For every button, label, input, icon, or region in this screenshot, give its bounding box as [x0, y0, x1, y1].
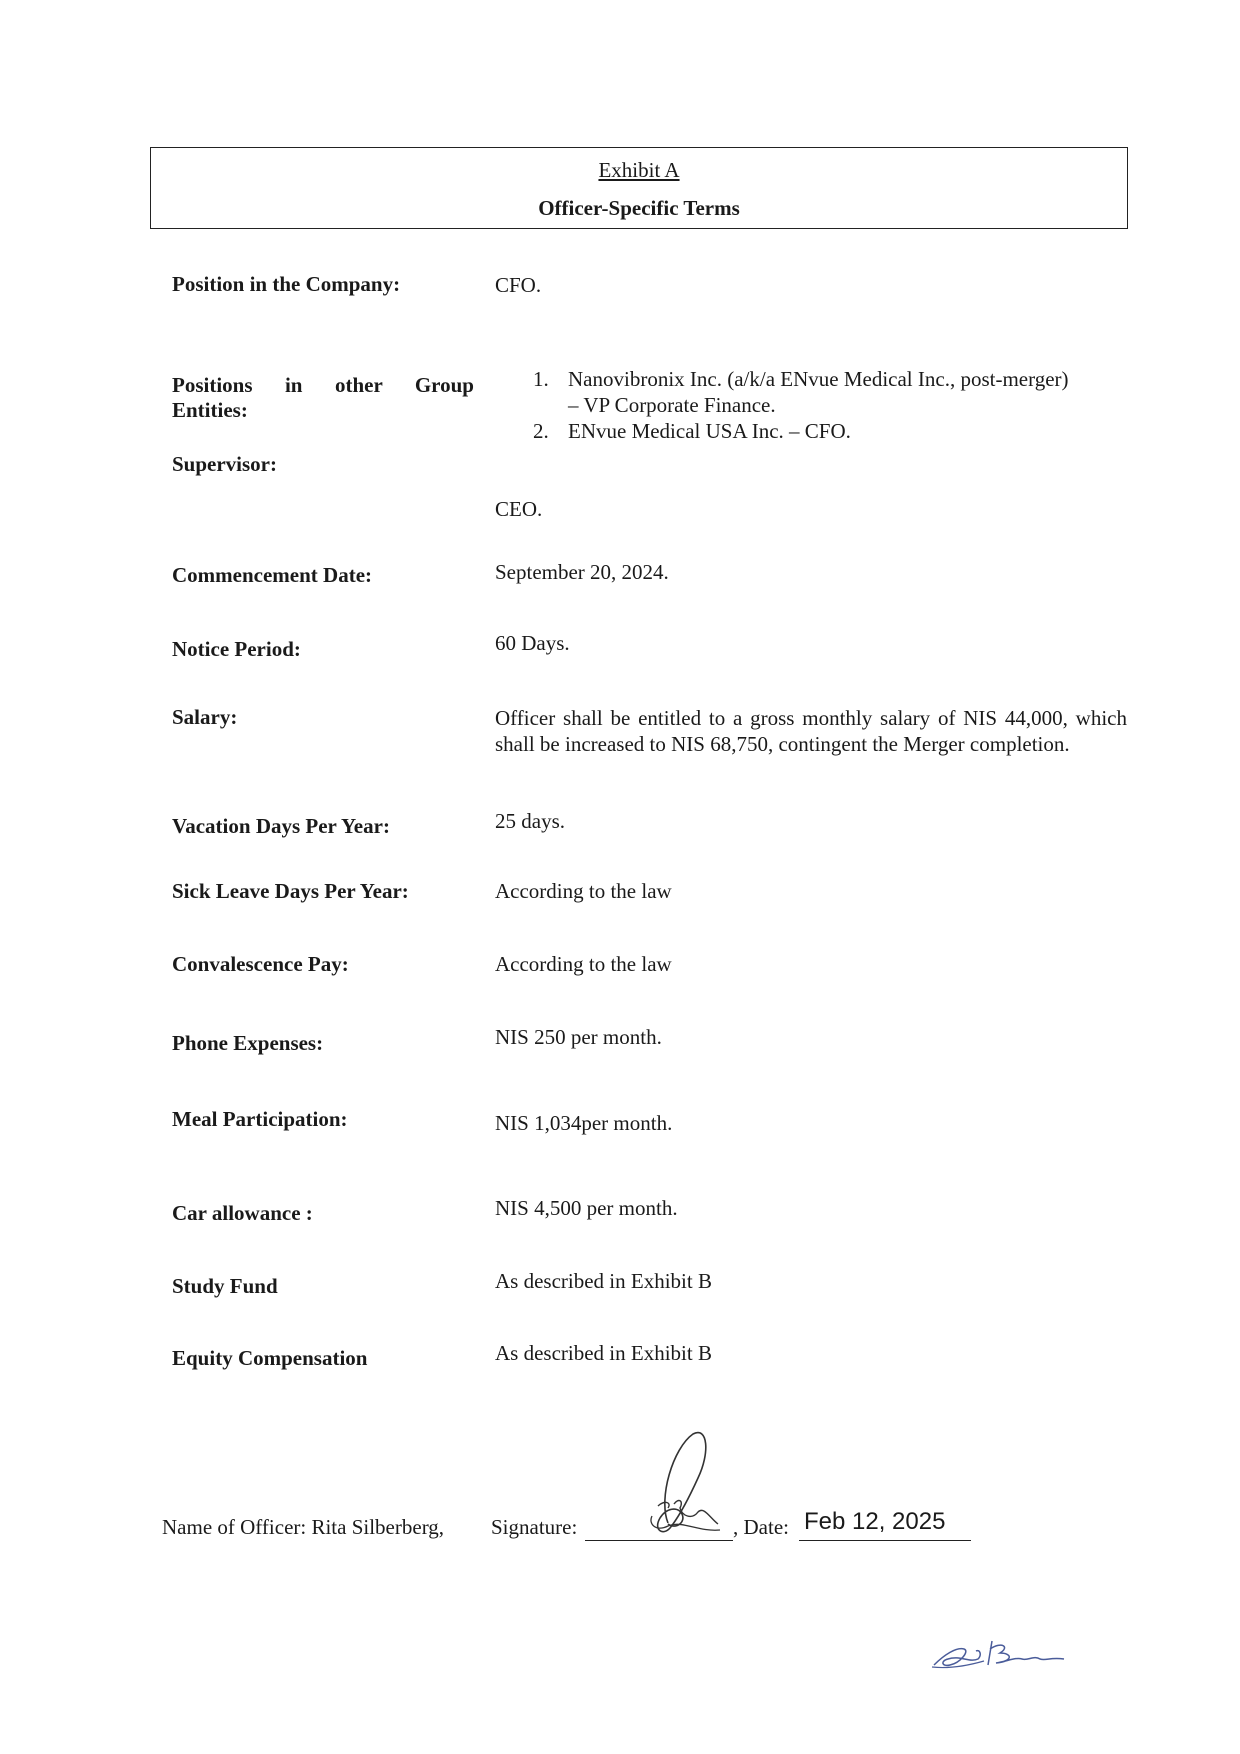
- commencement-value: September 20, 2024.: [495, 560, 669, 584]
- position-label: Position in the Company:: [172, 272, 401, 296]
- position-value: CFO.: [495, 273, 542, 297]
- list-number: 2.: [533, 419, 549, 443]
- car-value: NIS 4,500 per month.: [495, 1196, 678, 1220]
- car-label: Car allowance :: [172, 1201, 313, 1225]
- group-positions-label-line1: Positions in other Group: [172, 373, 474, 397]
- phone-label: Phone Expenses:: [172, 1031, 324, 1055]
- signature-image: [638, 1428, 728, 1546]
- notice-value: 60 Days.: [495, 631, 570, 655]
- meal-label: Meal Participation:: [172, 1107, 348, 1131]
- date-line: [799, 1540, 971, 1541]
- notice-label: Notice Period:: [172, 637, 301, 661]
- vacation-label: Vacation Days Per Year:: [172, 814, 390, 838]
- convalescence-value: According to the law: [495, 952, 672, 976]
- exhibit-subtitle: Officer-Specific Terms: [538, 196, 740, 220]
- vacation-value: 25 days.: [495, 809, 565, 833]
- date-label: , Date:: [733, 1515, 789, 1539]
- convalescence-label: Convalescence Pay:: [172, 952, 349, 976]
- salary-label: Salary:: [172, 705, 238, 729]
- group-positions-label-line2: Entities:: [172, 398, 248, 422]
- sick-leave-value: According to the law: [495, 879, 672, 903]
- sick-leave-label: Sick Leave Days Per Year:: [172, 879, 409, 903]
- salary-value: Officer shall be entitled to a gross monthly salary of NIS 44,000, which shall be increased to NIS 68,750, contingent the Merger completion.: [495, 706, 1127, 756]
- initials-image: [930, 1635, 1070, 1675]
- list-text-line2: – VP Corporate Finance.: [568, 393, 776, 417]
- commencement-label: Commencement Date:: [172, 563, 373, 587]
- meal-value: NIS 1,034per month.: [495, 1111, 673, 1135]
- list-text-line1: Nanovibronix Inc. (a/k/a ENvue Medical Inc., post-merger): [568, 367, 1069, 391]
- supervisor-value: CEO.: [495, 497, 543, 521]
- group-positions-list: [533, 366, 1133, 446]
- signature-label: Signature:: [491, 1515, 578, 1539]
- study-fund-label: Study Fund: [172, 1274, 278, 1298]
- study-fund-value: As described in Exhibit B: [495, 1269, 712, 1293]
- equity-label: Equity Compensation: [172, 1346, 368, 1370]
- equity-value: As described in Exhibit B: [495, 1341, 712, 1365]
- list-text-line1: ENvue Medical USA Inc. – CFO.: [568, 419, 851, 443]
- date-value: Feb 12, 2025: [804, 1508, 946, 1535]
- officer-name: Name of Officer: Rita Silberberg,: [162, 1515, 445, 1539]
- phone-value: NIS 250 per month.: [495, 1025, 662, 1049]
- list-number: 1.: [533, 367, 549, 391]
- supervisor-label: Supervisor:: [172, 452, 277, 476]
- exhibit-header-box: [150, 147, 1128, 229]
- exhibit-title: Exhibit A: [598, 158, 680, 182]
